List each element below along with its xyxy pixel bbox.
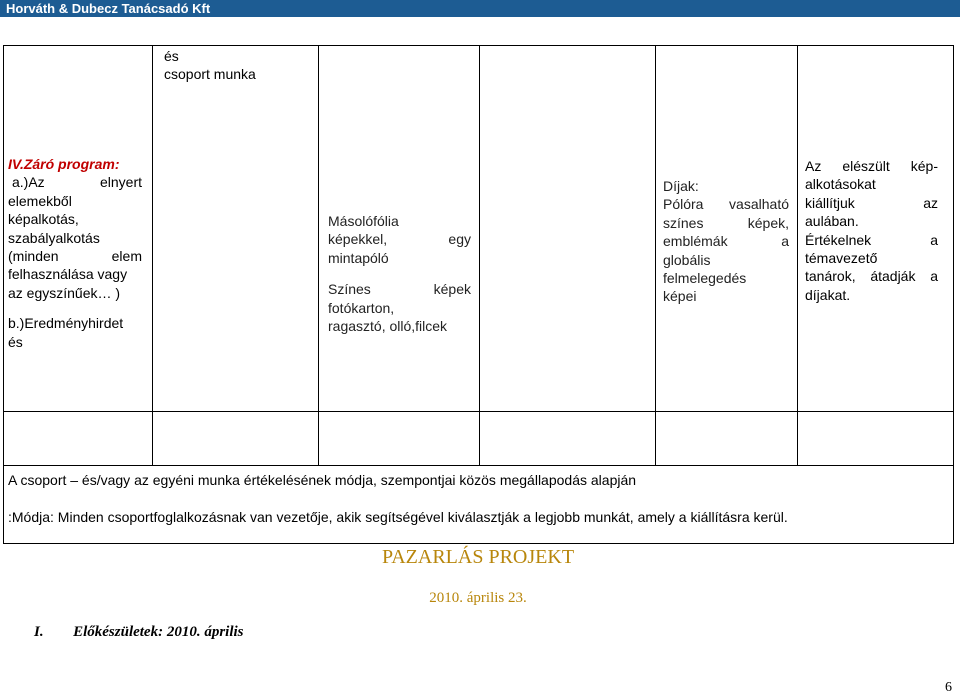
cell-line: kiállítjuk az [805,194,938,211]
cell-line: Színes képek [328,281,471,298]
closing-program-heading: IV.Záró program: [8,156,120,172]
company-name: Horváth & Dubecz Tanácsadó Kft [6,1,211,16]
cell-line: alkotásokat [805,176,876,193]
cell-line: a.)Az elnyert [12,174,142,191]
project-title: PAZARLÁS PROJEKT [381,546,575,568]
grid-line [953,45,954,544]
grid-line [3,45,4,544]
cell-line: díjakat. [805,286,851,303]
prizes-cell [663,177,789,306]
cell-line: Másolófólia [328,213,399,229]
grid-line [479,45,480,465]
grid-line [3,465,954,466]
cell-line: az egyszínűek… ) [8,284,121,301]
cell-line: Értékelnek a [805,231,938,248]
cell-line: tanárok, átadják a [805,268,938,285]
cell-line [8,302,142,314]
cell-line: témavezető [805,250,878,267]
cell-line: színes képek, [663,214,789,231]
cell-line: felhasználása vagy [8,266,128,283]
section-label: Előkészületek: 2010. április [73,624,244,640]
cell-line: szabályalkotás [8,229,100,246]
grid-line [3,411,954,412]
cell-line: fotókarton, [328,299,395,316]
materials-cell [328,212,471,335]
cell-line: mintapóló [328,249,389,266]
cell-line: b.)Eredményhirdet [8,315,124,332]
grid-line [318,45,319,465]
evaluation-row: A csoport – és/vagy az egyéni munka értékelésének módja, szempontjai közös megállapodás alapján [8,472,637,488]
cell-line: Az elészült kép- [805,158,938,174]
section-number: I. [34,624,44,640]
cell-line: (minden elem [8,248,142,265]
header-band [0,0,960,17]
top-cell-line: és [164,48,179,64]
cell-line: elemekből [8,192,72,209]
section-heading [34,624,244,641]
grid-line [3,543,954,544]
closing-program-cell [8,155,142,351]
cell-line: aulában. [805,213,859,230]
page-number: 6 [945,680,952,695]
top-cell [164,47,314,84]
top-cell-line: csoport munka [164,66,256,83]
cell-line: képalkotás, [8,211,79,228]
grid-line [797,45,798,465]
cell-line: globális [663,251,711,268]
cell-line: emblémák a [663,233,789,250]
method-row: :Módja: Minden csoportfoglalkozásnak van vezetője, akik segítségével kiválasztják a legjobb munkát, amely a kiállításra kerül. [8,509,788,525]
cell-line: Pólóra vasalható [663,196,789,213]
cell-line: Díjak: [663,178,699,194]
project-date: 2010. április 23. [429,590,527,606]
cell-line: képekkel, egy [328,231,471,248]
grid-line [655,45,656,465]
grid-line [152,45,153,465]
exhibition-cell [805,157,938,304]
cell-line: felmelegedés [663,270,747,287]
cell-line [328,267,471,280]
cell-line: képei [663,288,697,305]
cell-line: ragasztó, olló,filcek [328,318,448,335]
cell-line: és [8,333,23,350]
